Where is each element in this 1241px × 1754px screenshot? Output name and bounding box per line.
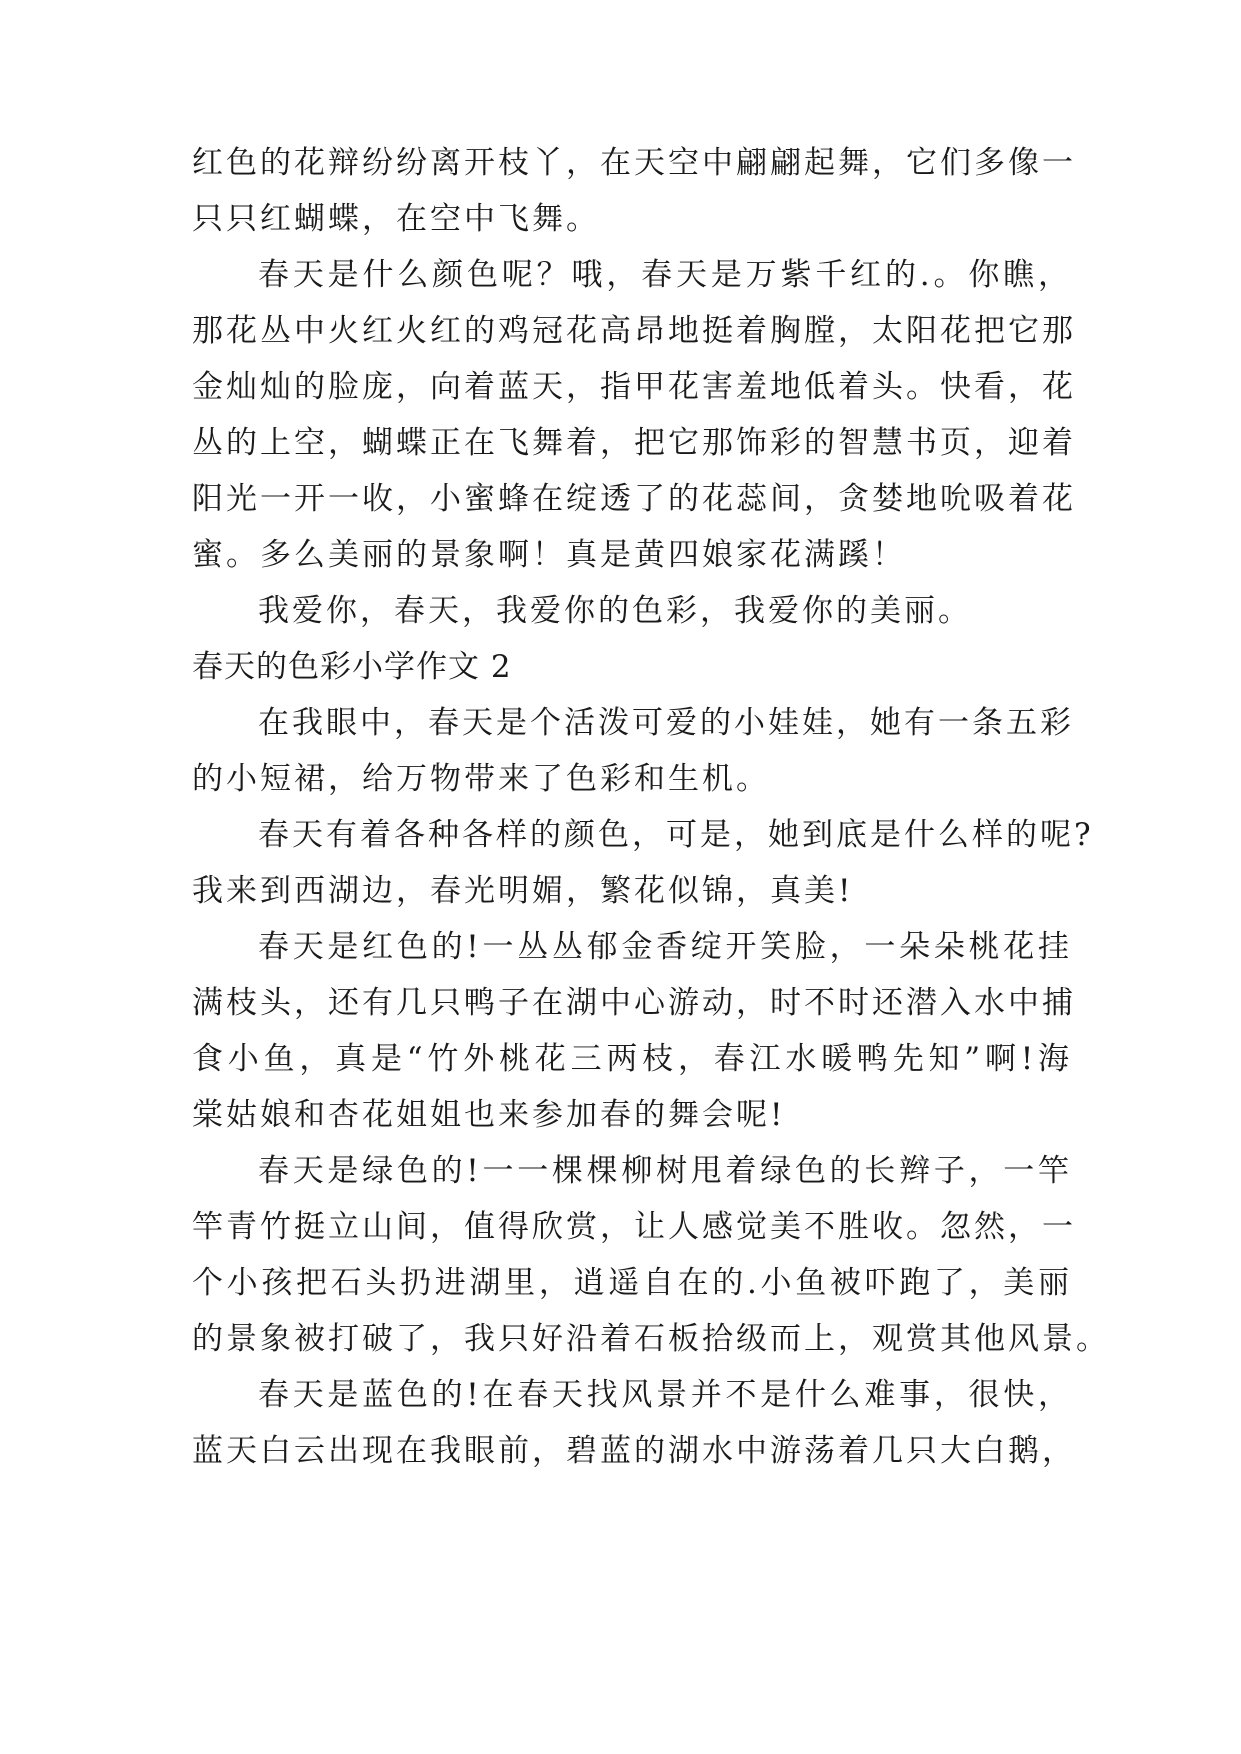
text-line: 只只红蝴蝶，在空中飞舞。	[192, 201, 600, 237]
text-line: 个小孩把石头扔进湖里，逍遥自在的.小鱼被吓跑了，美丽	[192, 1265, 1072, 1301]
text-line: 阳光一开一收，小蜜蜂在绽透了的花蕊间，贪婪地吮吸着花	[192, 481, 1076, 517]
text-line: 春天有着各种各样的颜色，可是，她到底是什么样的呢?	[258, 817, 1094, 853]
text-line: 竿青竹挺立山间，值得欣赏，让人感觉美不胜收。忽然，一	[192, 1209, 1076, 1245]
section-title: 春天的色彩小学作文 2	[192, 649, 512, 685]
text-line: 丛的上空，蝴蝶正在飞舞着，把它那饰彩的智慧书页，迎着	[192, 425, 1076, 461]
text-line: 棠姑娘和杏花姐姐也来参加春的舞会呢!	[192, 1097, 786, 1133]
text-line: 春天是红色的!一丛丛郁金香绽开笑脸，一朵朵桃花挂	[258, 929, 1072, 965]
text-line: 蜜。多么美丽的景象啊！真是黄四娘家花满蹊！	[192, 537, 906, 573]
text-line: 那花丛中火红火红的鸡冠花高昂地挺着胸膛，太阳花把它那	[192, 313, 1076, 349]
text-line: 我爱你，春天，我爱你的色彩，我爱你的美丽。	[258, 593, 972, 629]
text-line: 在我眼中，春天是个活泼可爱的小娃娃，她有一条五彩	[258, 705, 1074, 741]
text-line: 春天是什么颜色呢？哦，春天是万紫千红的.。你瞧，	[258, 257, 1072, 293]
text-line: 的景象被打破了，我只好沿着石板拾级而上，观赏其他风景。	[192, 1321, 1110, 1357]
text-line: 金灿灿的脸庞，向着蓝天，指甲花害羞地低着头。快看，花	[192, 369, 1076, 405]
text-line: 我来到西湖边，春光明媚，繁花似锦，真美!	[192, 873, 854, 909]
text-line: 蓝天白云出现在我眼前，碧蓝的湖水中游荡着几只大白鹅，	[192, 1433, 1076, 1469]
text-line: 的小短裙，给万物带来了色彩和生机。	[192, 761, 770, 797]
text-line: 满枝头，还有几只鸭子在湖中心游动，时不时还潜入水中捕	[192, 985, 1076, 1021]
text-line: 春天是蓝色的!在春天找风景并不是什么难事，很快，	[258, 1377, 1072, 1413]
text-line: 红色的花辩纷纷离开枝丫，在天空中翩翩起舞，它们多像一	[192, 145, 1076, 181]
text-line: 春天是绿色的!一一棵棵柳树甩着绿色的长辫子，一竿	[258, 1153, 1072, 1189]
text-line: 食小鱼，真是“竹外桃花三两枝，春江水暖鸭先知”啊!海	[192, 1041, 1072, 1077]
